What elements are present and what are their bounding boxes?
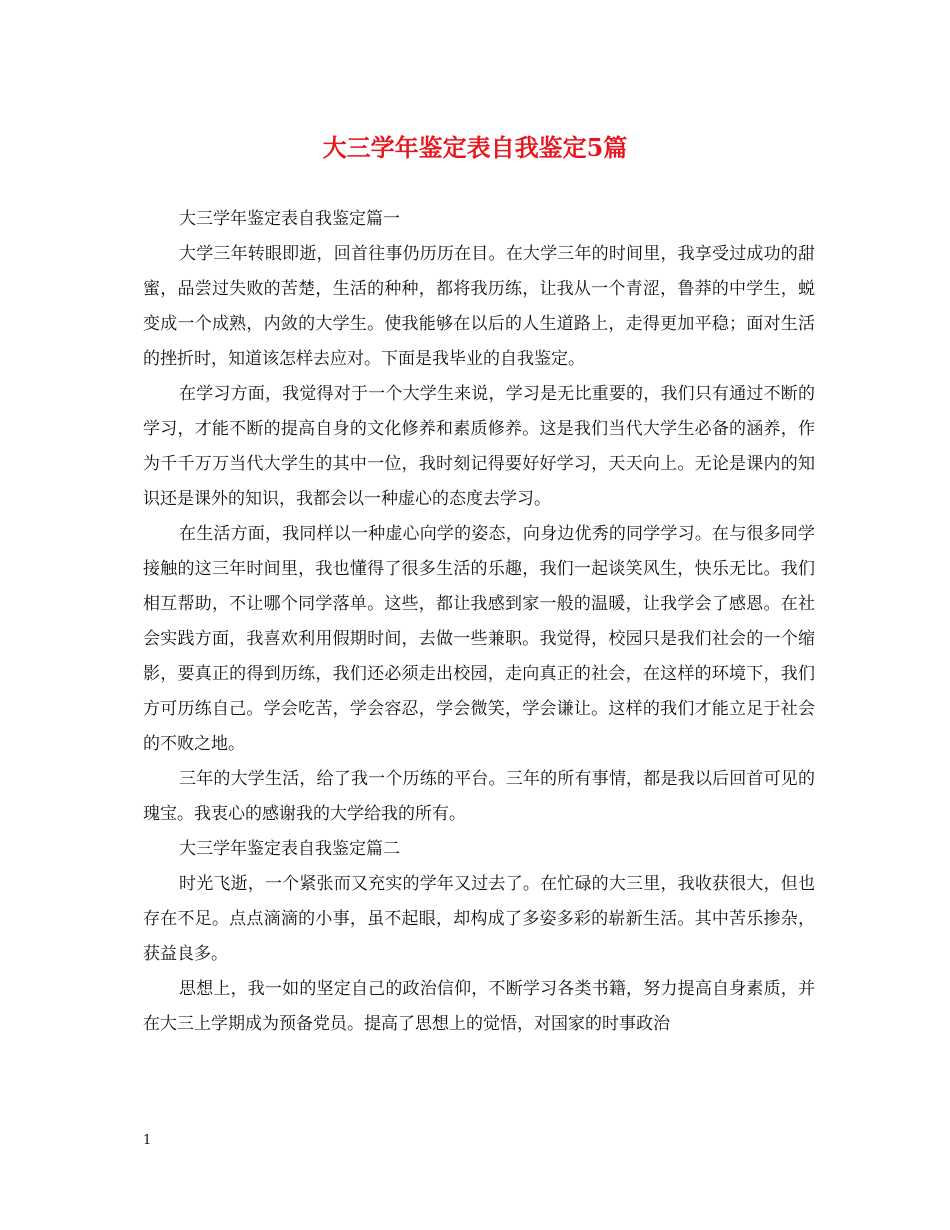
body-paragraph: 三年的大学生活，给了我一个历练的平台。三年的所有事情，都是我以后回首可见的瑰宝。我衷心的感谢我的大学给我的所有。 (143, 769, 815, 824)
document-body (143, 202, 815, 1042)
body-paragraph: 思想上，我一如的坚定自己的政治信仰，不断学习各类书籍，努力提高自身素质，并在大三上学期成为预备党员。提高了思想上的觉悟，对国家的时事政治 (143, 979, 815, 1034)
page-number: 1 (143, 1133, 152, 1148)
document-title: 大三学年鉴定表自我鉴定5篇 (322, 133, 628, 162)
body-paragraph: 大学三年转眼即逝，回首往事仍历历在目。在大学三年的时间里，我享受过成功的甜蜜，品尝过失败的苦楚，生活的种种，都将我历练，让我从一个青涩，鲁莽的中学生，蜕变成一个成熟，内敛的大学生。使我能够在以后的人生道路上，走得更加平稳；面对生活的挫折时，知道该怎样去应对。下面是我毕业的自我鉴定。 (143, 244, 815, 369)
section-heading: 大三学年鉴定表自我鉴定篇二 (179, 839, 400, 859)
body-paragraph: 在学习方面，我觉得对于一个大学生来说，学习是无比重要的，我们只有通过不断的学习，才能不断的提高自身的文化修养和素质修养。这是我们当代大学生必备的涵养，作为千千万万当代大学生的其中一位，我时刻记得要好好学习，天天向上。无论是课内的知识还是课外的知识，我都会以一种虚心的态度去学习。 (143, 384, 815, 509)
body-paragraph: 在生活方面，我同样以一种虚心向学的姿态，向身边优秀的同学学习。在与很多同学接触的这三年时间里，我也懂得了很多生活的乐趣，我们一起谈笑风生，快乐无比。我们相互帮助，不让哪个同学落单。这些，都让我感到家一般的温暖，让我学会了感恩。在社会实践方面，我喜欢利用假期时间，去做一些兼职。我觉得，校园只是我们社会的一个缩影，要真正的得到历练，我们还必须走出校园，走向真正的社会，在这样的环境下，我们方可历练自己。学会吃苦，学会容忍，学会微笑，学会谦让。这样的我们才能立足于社会的不败之地。 (143, 524, 815, 754)
body-paragraph: 时光飞逝，一个紧张而又充实的学年又过去了。在忙碌的大三里，我收获很大，但也存在不足。点点滴滴的小事，虽不起眼，却构成了多姿多彩的崭新生活。其中苦乐掺杂，获益良多。 (143, 874, 815, 964)
section-heading: 大三学年鉴定表自我鉴定篇一 (179, 209, 400, 229)
